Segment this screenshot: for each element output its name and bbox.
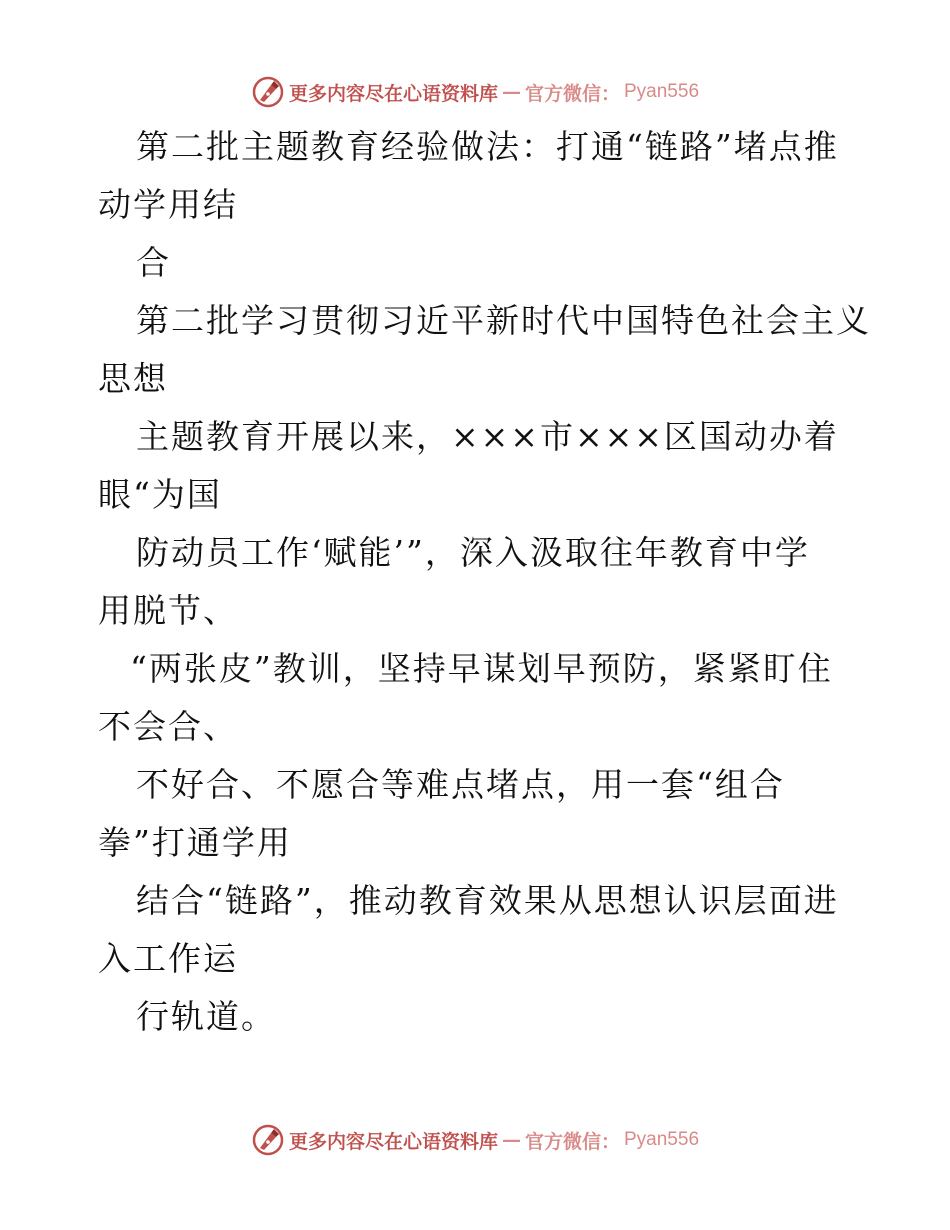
- text-line: 不会合、: [98, 707, 238, 746]
- document-body: [98, 118, 871, 1046]
- watermark-dash: —: [501, 1129, 521, 1151]
- title-line-2: 动学用结: [98, 185, 238, 224]
- footer-watermark: [0, 1120, 950, 1160]
- watermark-text: 更多内容尽在心语资料库: [288, 1130, 498, 1153]
- text-line: 第二批学习贯彻习近平新时代中国特色社会主义: [136, 301, 871, 340]
- watermark-dash: —: [501, 81, 521, 103]
- text-line: 行轨道。: [136, 997, 276, 1036]
- text-line: 防动员工作‘赋能’”，深入汲取往年教育中学: [136, 533, 810, 572]
- text-line: 用脱节、: [98, 591, 238, 630]
- text-line: 眼“为国: [98, 475, 222, 514]
- text-line: 拳”打通学用: [98, 823, 292, 862]
- text-line: 入工作运: [98, 939, 238, 978]
- text-line: 结合“链路”，推动教育效果从思想认识层面进: [136, 881, 839, 920]
- title-line-1: 第二批主题教育经验做法：打通“链路”堵点推: [136, 127, 839, 166]
- pen-nib-logo-icon: [251, 75, 285, 109]
- title-line-3: 合: [136, 243, 171, 282]
- text-line: 思想: [98, 359, 168, 398]
- text-line: 不好合、不愿合等难点堵点，用一套“组合: [136, 765, 785, 804]
- watermark-label: 官方微信：: [524, 1130, 620, 1153]
- watermark-wechat-id: Pyan556: [624, 1129, 700, 1150]
- header-watermark: [0, 72, 950, 112]
- text-line: “两张皮”教训，坚持早谋划早预防，紧紧盯住: [130, 649, 833, 688]
- watermark-text: 更多内容尽在心语资料库: [288, 82, 498, 105]
- watermark-label: 官方微信：: [524, 82, 620, 105]
- pen-nib-logo-icon: [251, 1123, 285, 1157]
- text-line: 主题教育开展以来，×××市×××区国动办着: [136, 417, 839, 456]
- watermark-wechat-id: Pyan556: [624, 81, 700, 102]
